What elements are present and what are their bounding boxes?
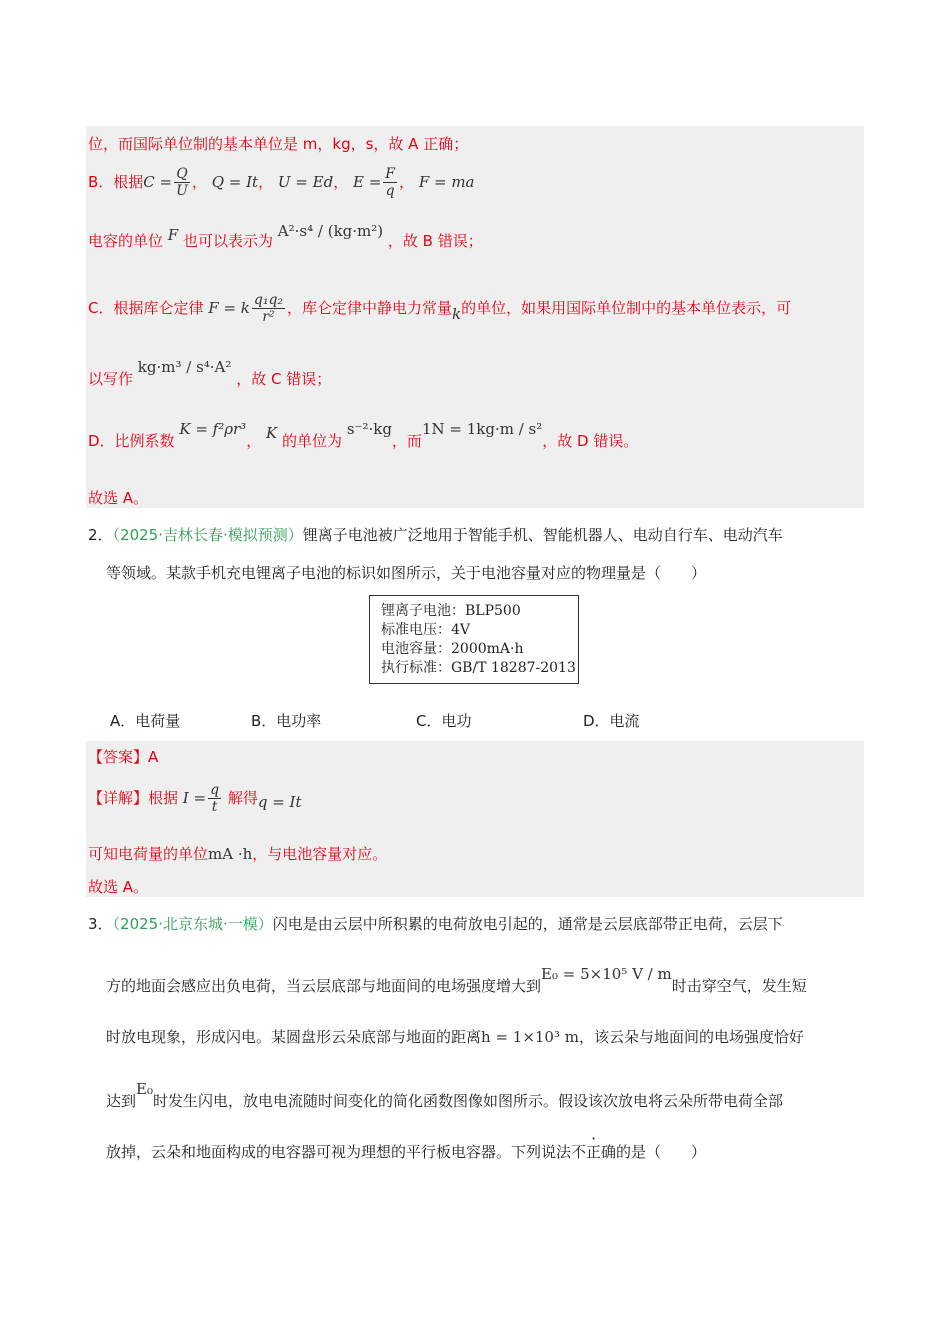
question-2-option-b[interactable]: B．电功率 — [251, 712, 322, 730]
question-2-option-c[interactable]: C．电功 — [416, 712, 472, 730]
field-formula: E = — [353, 173, 382, 191]
battery-label-capacity: 电池容量：2000mA·h — [381, 641, 524, 657]
question-2-source: （2025·吉林长春·模拟预测） — [112, 526, 303, 544]
battery-label-voltage: 标准电压：4V — [381, 622, 471, 638]
newton-formula: F = ma — [418, 173, 475, 191]
question-3-line-1: 3．（2025·北京东城·一模）闪电是由云层中所积累的电荷放电引起的，通常是云层底部带正电荷，云层下 — [88, 915, 783, 933]
e0-symbol: E₀ — [136, 1080, 153, 1098]
newton-unit-definition: 1N = 1kg·m / s² — [421, 420, 543, 438]
farad-unit-expression: A²·s⁴ / (kg·m²) — [277, 222, 384, 240]
battery-label-box — [369, 595, 579, 684]
solution-1-line-d: D．比例系数 K = f²ρr³， K 的单位为 s⁻²·kg，而1N = 1kg·m / s²，故 D 错误。 — [88, 420, 639, 450]
question-3-line-4: 达到E₀时发生闪电，放电电流随时间变化的简化函数图像如图所示。假设该次放电将云朵所带电荷全部 — [106, 1080, 783, 1110]
question-3-number: 3． — [88, 915, 113, 933]
coulomb-constant-unit: kg·m³ / s⁴·A² — [137, 358, 232, 376]
solution-1-line-a: 位，而国际单位制的基本单位是 m，kg，s，故 A 正确； — [88, 135, 469, 153]
question-2-option-d[interactable]: D．电流 — [583, 712, 640, 730]
b-prefix: B．根据 — [88, 173, 144, 191]
height-formula: h = 1×10³ m — [481, 1028, 579, 1046]
question-2-line-1: 2．（2025·吉林长春·模拟预测）锂离子电池被广泛地用于智能手机、智能机器人、电动自行车、电动汽车 — [88, 526, 783, 544]
voltage-formula: U = Ed — [277, 173, 334, 191]
emphasis-dot-character: 正 — [586, 1143, 602, 1161]
current-formula: I = — [182, 789, 207, 807]
farad-symbol: F — [167, 226, 179, 244]
question-3-line-3: 时放电现象，形成闪电。某圆盘形云朵底部与地面的距离h = 1×10³ m，该云朵与地面间的电场强度恰好 — [106, 1028, 804, 1046]
question-3-source: （2025·北京东城·一模） — [112, 915, 273, 933]
question-2-line-2: 等领域。某款手机充电锂离子电池的标识如图所示，关于电池容量对应的物理量是（ ） — [106, 564, 707, 582]
proportional-coefficient-formula: K = f²ρr³ — [179, 420, 247, 438]
solution-2-detail: 【详解】根据 I = $\frac{q}{t}$ 解得q = It — [88, 782, 302, 815]
solution-2-background — [86, 741, 864, 897]
battery-label-model: 锂离子电池：BLP500 — [381, 603, 521, 619]
solution-1-line-c: C．根据库仑定律 F = k $\frac{\text{q₁q₂}}{\text{r²}}$ ，库仑定律中静电力常量k的单位，如果用国际单位制中的基本单位表示，可 — [88, 292, 792, 325]
question-2-option-a[interactable]: A．电荷量 — [110, 712, 181, 730]
question-3-line-5: 放掉，云朵和地面构成的电容器可视为理想的平行板电容器。下列说法不正确的是（ ） — [106, 1143, 707, 1161]
solution-2-answer: 【答案】A — [88, 748, 159, 766]
solution-2-choice: 故选 A。 — [88, 878, 149, 896]
question-3-line-2: 方的地面会感应出负电荷，当云层底部与地面间的电场强度增大到E₀ = 5×10⁵ V / m时击穿空气，发生短 — [106, 965, 807, 995]
capacitance-formula: C = — [143, 173, 173, 191]
solution-2-detail-2: 可知电荷量的单位mA ·h，与电池容量对应。 — [88, 845, 388, 863]
battery-label-standard: 执行标准：GB/T 18287-2013 — [381, 660, 576, 676]
coulomb-constant-symbol: k — [452, 305, 462, 323]
k-unit: s⁻²·kg — [346, 420, 392, 438]
fraction-q1q2-over-r2: $\frac{\text{q₁q₂}}{\text{r²}}$ — [253, 292, 284, 325]
question-2-number: 2． — [88, 526, 113, 544]
breakdown-field-formula: E₀ = 5×10⁵ V / m — [541, 965, 672, 983]
fraction-q-over-t: $\frac{q}{t}$ — [210, 782, 220, 815]
solution-1-line-b: B．根据C = $\frac{Q}{U}$ ， Q = It， U = Ed， E = $\frac{F}{q}$ ， F = ma — [88, 166, 475, 199]
coulomb-law-formula: F = k — [208, 299, 250, 317]
charge-unit: mA ·h — [208, 845, 253, 863]
k-symbol: K — [266, 424, 278, 442]
charge-result-formula: q = It — [257, 793, 302, 811]
solution-1-choice: 故选 A。 — [88, 489, 149, 507]
solution-1-line-c2: 以写作 kg·m³ / s⁴·A² ，故 C 错误； — [88, 358, 332, 388]
charge-formula: Q = It — [211, 173, 259, 191]
fraction-q-over-u: $\frac{Q}{U}$ — [176, 166, 188, 199]
fraction-f-over-q: $\frac{F}{q}$ — [385, 166, 396, 199]
solution-1-line-b2: 电容的单位 F 也可以表示为 A²·s⁴ / (kg·m²) ，故 B 错误； — [88, 222, 483, 250]
